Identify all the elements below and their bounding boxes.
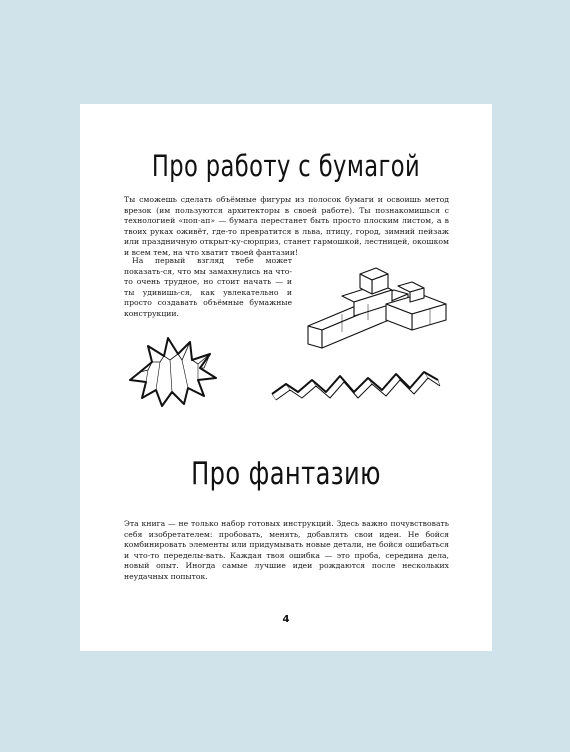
first-look-paragraph: На первый взгляд тебе может показать-ся, что мы замахнулись на что-то очень трудное, но стоит начать — и ты удивишь-ся, как увлекательно и просто создавать объёмные бумажные конструкции.: [124, 256, 292, 318]
intro-paragraph: Ты сможешь сделать объёмные фигуры из полосок бумаги и освоишь метод врезок (им пользуются архитекторы в своей работе). Ты познакомишься с технологией «поп-ап» — бумага перестанет быть просто плоским листом, а в твоих руках оживёт, где-то превратится в льва, птицу, город, зимний пейзаж или праздничную открыт-ку-сюрприз, станет гармошкой, лестницей, окошком и всем тем, на что хватит твоей фантазии!: [124, 195, 449, 257]
book-page: [80, 104, 492, 651]
paper-beam-structure-icon: [302, 264, 452, 354]
section-title-paper-work: Про работу с бумагой: [151, 149, 421, 183]
section-title-fantasy: Про фантазию: [191, 456, 381, 492]
paper-zigzag-strip-icon: [268, 366, 444, 406]
paper-star-icon: [126, 330, 236, 412]
fantasy-paragraph: Эта книга — не только набор готовых инструкций. Здесь важно почувствовать себя изобретателем: пробовать, менять, добавлять свои идеи. Не бойся комбинировать элементы или придумывать новые детали, не бойся ошибаться и что-то переделы-вать. Каждая твоя ошибка — это проба, середина дела, новый опыт. Иногда самые лучшие идеи рождаются после нескольких неудачных попыток.: [124, 519, 449, 581]
page-number: 4: [282, 614, 290, 625]
